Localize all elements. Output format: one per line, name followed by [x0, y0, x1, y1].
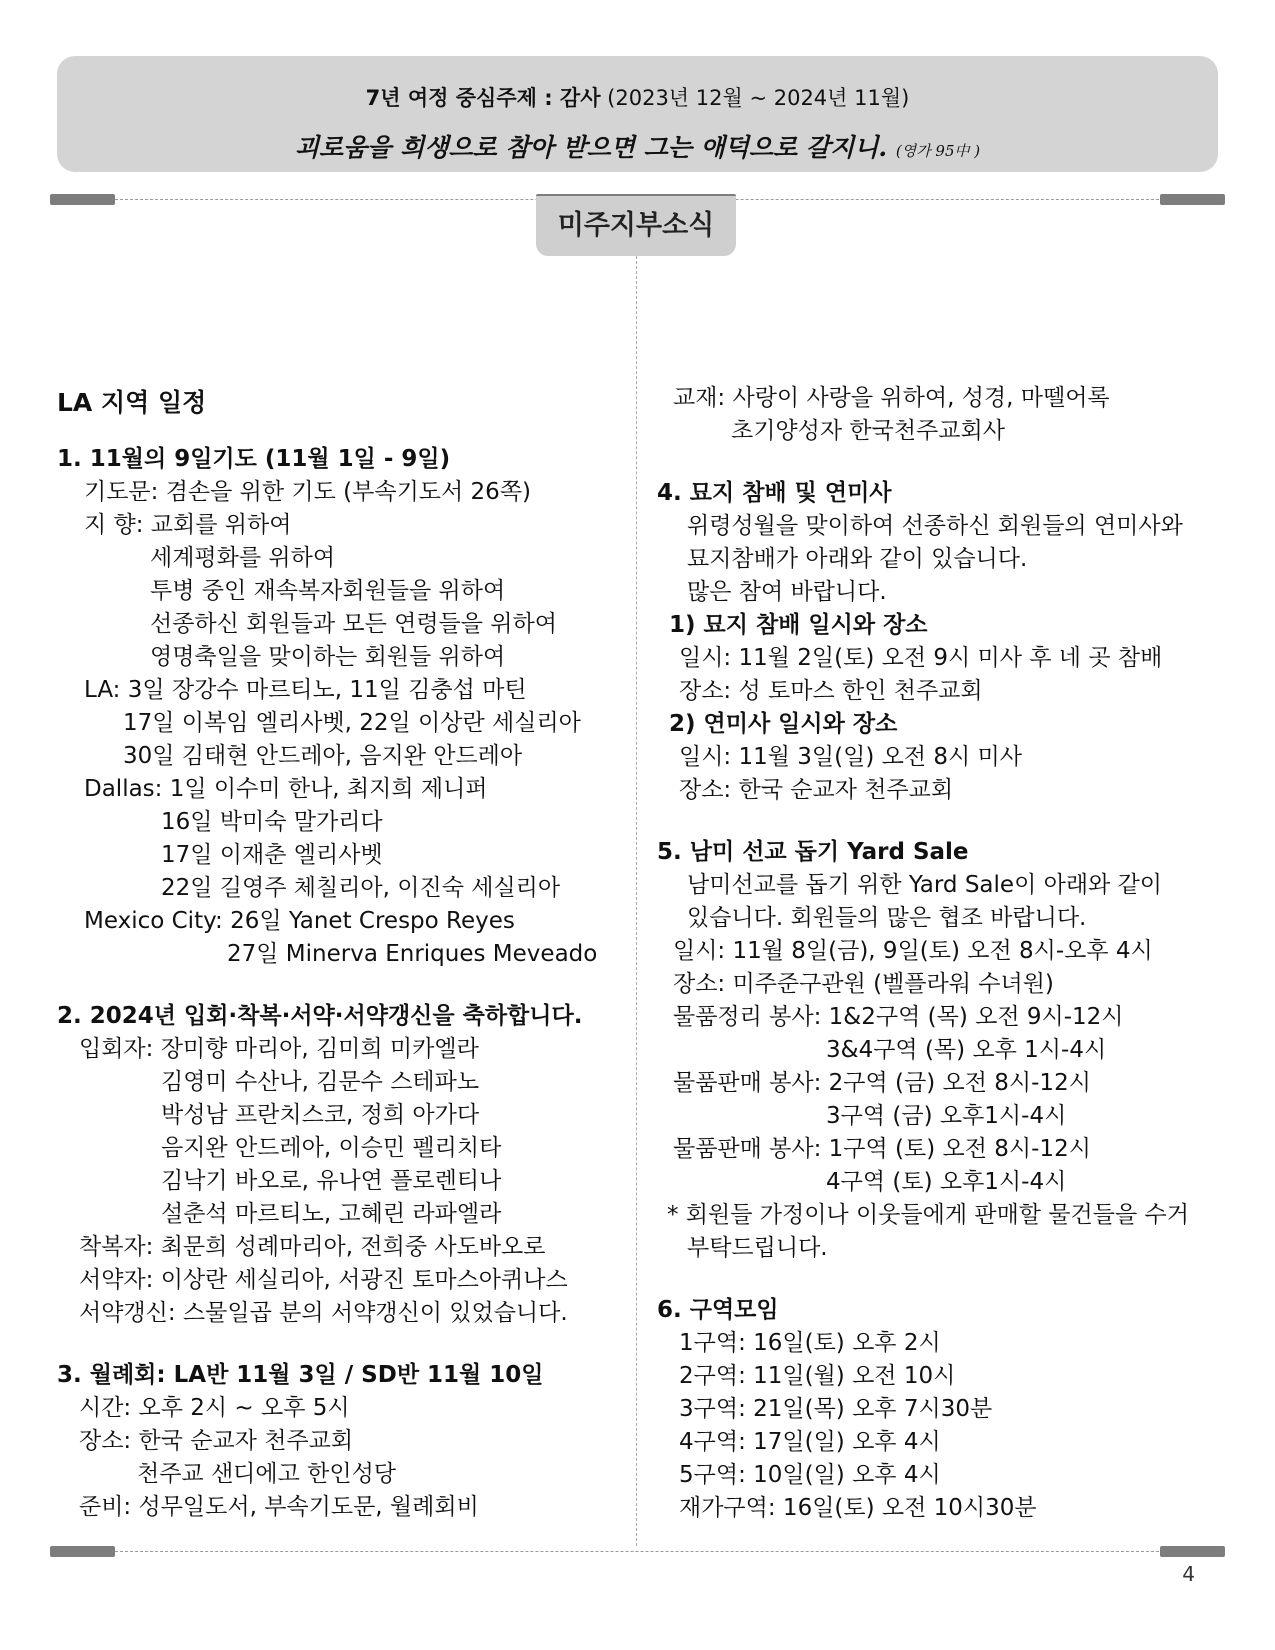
s2-entrants: 음지완 안드레아, 이승민 펠리치타: [161, 1135, 502, 1161]
section-title: 미주지부소식: [536, 196, 736, 256]
s1-la-feast: 17일 이복임 엘리사벳, 22일 이상란 세실리아: [123, 710, 581, 736]
left-column: [57, 386, 597, 1524]
s2-entrants: 설춘석 마르티노, 고혜린 라파엘라: [161, 1201, 502, 1227]
theme-label: 7년 여정 중심주제 : 감사: [365, 86, 601, 110]
s2-clothing: 착복자: 최문희 성례마리아, 전희중 사도바오로: [79, 1234, 546, 1260]
s1-title: 1. 11월의 9일기도 (11월 1일 - 9일): [57, 446, 451, 472]
s2-renewal: 서약갱신: 스물일곱 분의 서약갱신이 있었습니다.: [79, 1300, 568, 1326]
s6-item: 3구역: 21일(목) 오후 7시30분: [679, 1396, 993, 1422]
s3-prep: 준비: 성무일도서, 부속기도문, 월례회비: [79, 1494, 479, 1520]
page-number: 4: [1182, 1562, 1195, 1586]
s5-title: 5. 남미 선교 돕기 Yard Sale: [657, 839, 969, 865]
s2-vows: 서약자: 이상란 세실리아, 서광진 토마스아퀴나스: [79, 1267, 568, 1293]
s2-title: 2. 2024년 입회·착복·서약·서약갱신을 축하합니다.: [57, 1003, 583, 1029]
s2-entrants: 김영미 수산나, 김문수 스테파노: [161, 1069, 480, 1095]
s5-sort: 3&4구역 (목) 오후 1시-4시: [826, 1037, 1107, 1063]
s5-sell: 물품판매 봉사: 1구역 (토) 오전 8시-12시: [673, 1136, 1091, 1162]
s4-sub1-title: 1) 묘지 참배 일시와 장소: [669, 612, 928, 638]
s6-item: 5구역: 10일(일) 오후 4시: [679, 1462, 941, 1488]
s3-materials: 초기양성자 한국천주교회사: [731, 418, 1005, 444]
region-heading: LA 지역 일정: [57, 388, 207, 417]
s6-item: 2구역: 11일(월) 오전 10시: [679, 1363, 956, 1389]
s1-intention: 지 향: 교회를 위하여: [84, 512, 292, 538]
s6-item: 재가구역: 16일(토) 오전 10시30분: [679, 1495, 1037, 1521]
s2-entrants: 박성남 프란치스코, 정희 아가다: [161, 1102, 480, 1128]
s6-title: 6. 구역모임: [657, 1297, 779, 1323]
s1-mexico-feast: Mexico City: 26일 Yanet Crespo Reyes: [84, 908, 515, 934]
s4-sub1-date: 일시: 11월 2일(토) 오전 9시 미사 후 네 곳 참배: [679, 645, 1163, 671]
s1-intention: 세계평화를 위하여: [150, 545, 336, 571]
s4-sub2-title: 2) 연미사 일시와 장소: [669, 711, 898, 737]
s5-note: * 회원들 가정이나 이웃들에게 판매할 물건들을 수거: [667, 1202, 1189, 1228]
motto-source: (영가 95中 ): [895, 142, 981, 160]
s3-place: 천주교 샌디에고 한인성당: [137, 1461, 397, 1487]
s1-dallas-feast: Dallas: 1일 이수미 한나, 최지희 제니퍼: [84, 776, 488, 802]
column-divider: [636, 256, 637, 1546]
bottom-rule: [55, 1551, 1224, 1552]
top-rule-tab-right: [1160, 194, 1225, 205]
s5-desc: 남미선교를 돕기 위한 Yard Sale이 아래와 같이: [687, 872, 1162, 898]
s1-prayer: 기도문: 겸손을 위한 기도 (부속기도서 26쪽): [84, 479, 532, 505]
s2-entrants: 입회자: 장미향 마리아, 김미희 미카엘라: [79, 1036, 479, 1062]
theme-period: (2023년 12월 ~ 2024년 11월): [607, 86, 910, 110]
s5-sell: 4구역 (토) 오후1시-4시: [826, 1169, 1067, 1195]
s4-sub1-place: 장소: 성 토마스 한인 천주교회: [679, 678, 983, 704]
s4-desc: 많은 참여 바랍니다.: [687, 579, 887, 605]
s5-place: 장소: 미주준구관원 (벨플라워 수녀원): [673, 971, 1054, 997]
s3-time: 시간: 오후 2시 ~ 오후 5시: [79, 1395, 350, 1421]
s1-intention: 투병 중인 재속복자회원들을 위하여: [150, 578, 506, 604]
s5-sort: 물품정리 봉사: 1&2구역 (목) 오전 9시-12시: [673, 1004, 1124, 1030]
s1-la-feast: LA: 3일 장강수 마르티노, 11일 김충섭 마틴: [84, 677, 527, 703]
s5-sell: 3구역 (금) 오후1시-4시: [826, 1103, 1067, 1129]
bottom-rule-tab-right: [1160, 1546, 1225, 1557]
s2-entrants: 김낙기 바오로, 유나연 플로렌티나: [161, 1168, 502, 1194]
s1-intention: 선종하신 회원들과 모든 연령들을 위하여: [150, 611, 557, 637]
s3-title: 3. 월례회: LA반 11월 3일 / SD반 11월 10일: [57, 1362, 544, 1388]
s1-mexico-feast: 27일 Minerva Enriques Meveado: [227, 941, 598, 967]
s1-dallas-feast: 16일 박미숙 말가리다: [161, 809, 383, 835]
s1-la-feast: 30일 김태현 안드레아, 음지완 안드레아: [123, 743, 523, 769]
s4-desc: 위령성월을 맞이하여 선종하신 회원들의 연미사와: [687, 513, 1183, 539]
header-banner: [57, 56, 1218, 172]
s5-date: 일시: 11월 8일(금), 9일(토) 오전 8시-오후 4시: [673, 938, 1153, 964]
s1-intention: 영명축일을 맞이하는 회원들 위하여: [150, 644, 506, 670]
s6-item: 1구역: 16일(토) 오후 2시: [679, 1330, 941, 1356]
s4-desc: 묘지참배가 아래와 같이 있습니다.: [687, 546, 1028, 572]
bottom-rule-tab-left: [50, 1546, 115, 1557]
s1-dallas-feast: 22일 길영주 체칠리아, 이진숙 세실리아: [161, 875, 561, 901]
s6-item: 4구역: 17일(일) 오후 4시: [679, 1429, 941, 1455]
s4-sub2-place: 장소: 한국 순교자 천주교회: [679, 777, 954, 803]
s4-title: 4. 묘지 참배 및 연미사: [657, 480, 892, 506]
s5-desc: 있습니다. 회원들의 많은 협조 바랍니다.: [687, 905, 1087, 931]
s4-sub2-date: 일시: 11월 3일(일) 오전 8시 미사: [679, 744, 1022, 770]
s3-materials: 교재: 사랑이 사랑을 위하여, 성경, 마뗄어록: [673, 385, 1110, 411]
s5-note: 부탁드립니다.: [687, 1235, 828, 1261]
s1-dallas-feast: 17일 이재춘 엘리사벳: [161, 842, 383, 868]
s5-sell: 물품판매 봉사: 2구역 (금) 오전 8시-12시: [673, 1070, 1091, 1096]
s3-place: 장소: 한국 순교자 천주교회: [79, 1428, 354, 1454]
motto-line: [57, 128, 1218, 164]
top-rule-tab-left: [50, 194, 115, 205]
motto-text: 괴로움을 희생으로 참아 받으면 그는 애덕으로 갈지니.: [294, 133, 888, 162]
right-column: [657, 382, 1189, 1525]
theme-line: [57, 82, 1218, 112]
